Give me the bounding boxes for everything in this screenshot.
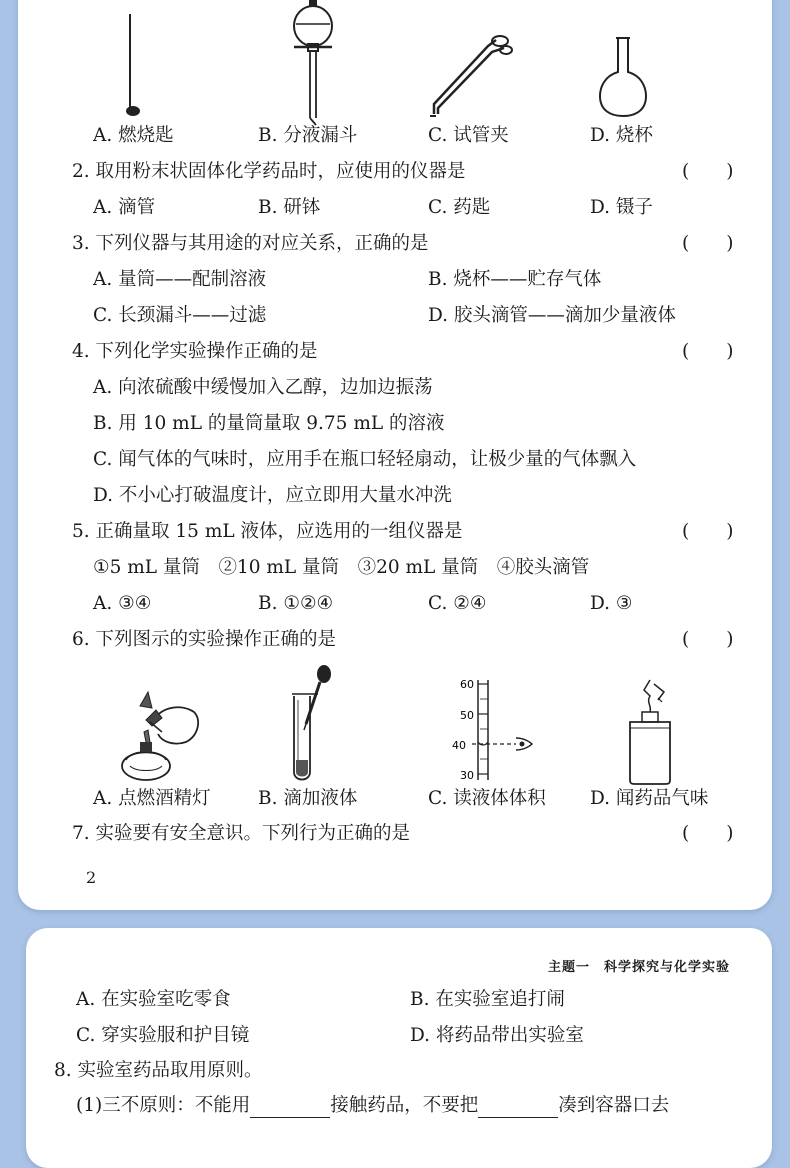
- q6-option-d: D. 闻药品气味: [590, 788, 709, 809]
- q6-stem: 6. 下列图示的实验操作正确的是: [72, 629, 337, 650]
- page-number: 2: [86, 868, 97, 887]
- q7-option-d: D. 将药品带出实验室: [410, 1025, 584, 1046]
- q5-answer-paren: ( ): [682, 521, 734, 542]
- dropper-test-tube-figure: [286, 664, 336, 786]
- q3-option-d: D. 胶头滴管——滴加少量液体: [428, 305, 676, 326]
- reagent-bottle-smell-figure: [624, 676, 680, 786]
- q8-sub1-part1: (1)三不原则：不能用: [76, 1095, 251, 1116]
- q5-option-a: A. ③④: [93, 593, 152, 614]
- round-flask-figure: [596, 36, 650, 118]
- q7-option-c: C. 穿实验服和护目镜: [76, 1025, 250, 1046]
- q2-answer-paren: ( ): [682, 161, 734, 182]
- graduated-cylinder-figure: [448, 674, 538, 786]
- q3-answer-paren: ( ): [682, 233, 734, 254]
- q4-stem: 4. 下列化学实验操作正确的是: [72, 341, 318, 362]
- combustion-spoon-figure: [118, 12, 148, 122]
- q3-option-b: B. 烧杯——贮存气体: [428, 269, 602, 290]
- q6-option-c: C. 读液体体积: [428, 788, 546, 809]
- cylinder-tick-30: 30: [460, 769, 474, 782]
- running-header: 主题一 科学探究与化学实验: [548, 960, 731, 975]
- cylinder-tick-50: 50: [460, 709, 474, 722]
- q3-stem: 3. 下列仪器与其用途的对应关系，正确的是: [72, 233, 429, 254]
- test-tube-clamp-figure: [426, 30, 516, 120]
- q5-stem: 5. 正确量取 15 mL 液体，应选用的一组仪器是: [72, 521, 463, 542]
- q4-answer-paren: ( ): [682, 341, 734, 362]
- q5-option-d: D. ③: [590, 593, 633, 614]
- q2-option-a: A. 滴管: [93, 197, 156, 218]
- q8-blank-1[interactable]: [250, 1099, 330, 1118]
- q6-option-a: A. 点燃酒精灯: [93, 788, 211, 809]
- q5-option-c: C. ②④: [428, 593, 487, 614]
- q3-option-a: A. 量筒——配制溶液: [93, 269, 267, 290]
- q7-answer-paren: ( ): [682, 823, 734, 844]
- q5-items: ①5 mL 量筒 ②10 mL 量筒 ③20 mL 量筒 ④胶头滴管: [93, 557, 590, 578]
- q1-option-a: A. 燃烧匙: [93, 125, 174, 146]
- cylinder-tick-60: 60: [460, 678, 474, 691]
- q2-option-d: D. 镊子: [590, 197, 653, 218]
- q2-stem: 2. 取用粉末状固体化学药品时，应使用的仪器是: [72, 161, 466, 182]
- q1-option-b: B. 分液漏斗: [258, 125, 358, 146]
- q2-option-b: B. 研钵: [258, 197, 321, 218]
- q7-stem: 7. 实验要有安全意识。下列行为正确的是: [72, 823, 411, 844]
- q8-blank-2[interactable]: [478, 1099, 558, 1118]
- q4-option-d: D. 不小心打破温度计，应立即用大量水冲洗: [93, 485, 452, 506]
- q8-sub1: [76, 1094, 669, 1118]
- q1-option-c: C. 试管夹: [428, 125, 509, 146]
- q2-option-c: C. 药匙: [428, 197, 491, 218]
- q3-option-c: C. 长颈漏斗——过滤: [93, 305, 267, 326]
- q8-sub1-part2: 接触药品，不要把: [330, 1095, 479, 1116]
- q6-answer-paren: ( ): [682, 629, 734, 650]
- q5-option-b: B. ①②④: [258, 593, 334, 614]
- q4-option-a: A. 向浓硫酸中缓慢加入乙醇，边加边振荡: [93, 377, 433, 398]
- q7-option-b: B. 在实验室追打闹: [410, 989, 565, 1010]
- q4-option-b: B. 用 10 mL 的量筒量取 9.75 mL 的溶液: [93, 413, 445, 434]
- alcohol-lamp-figure: [112, 686, 204, 786]
- q6-option-b: B. 滴加液体: [258, 788, 358, 809]
- separatory-funnel-figure: [290, 0, 336, 130]
- cylinder-tick-40: 40: [452, 739, 466, 752]
- q1-option-d: D. 烧杯: [590, 125, 653, 146]
- q4-option-c: C. 闻气体的气味时，应用手在瓶口轻轻扇动，让极少量的气体飘入: [93, 449, 637, 470]
- q8-stem: 8. 实验室药品取用原则。: [54, 1060, 263, 1081]
- q7-option-a: A. 在实验室吃零食: [76, 989, 231, 1010]
- q8-sub1-part3: 凑到容器口去: [558, 1095, 670, 1116]
